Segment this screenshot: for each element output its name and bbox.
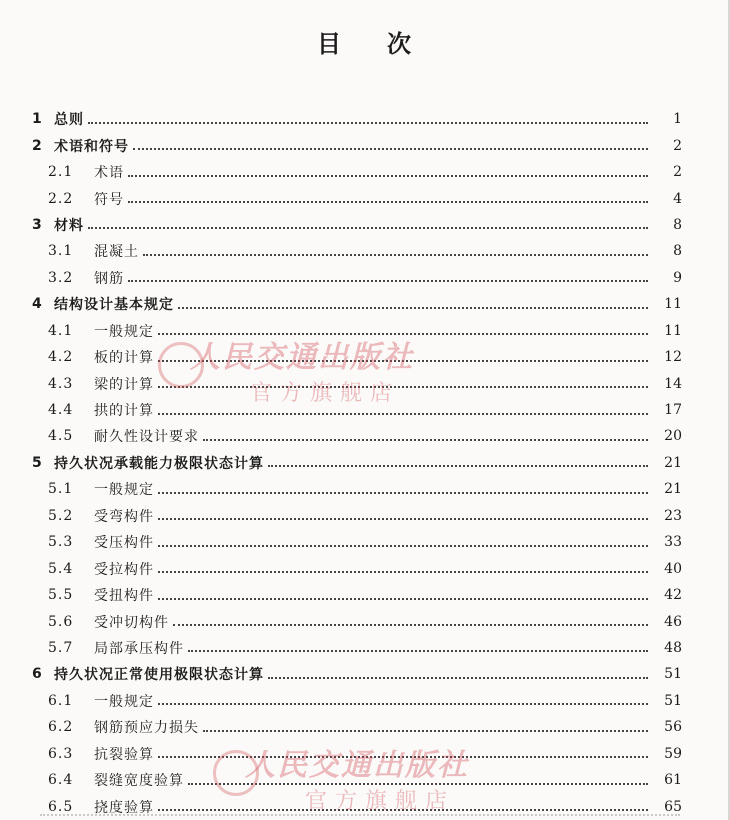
toc-entry-number: 2 [32,137,42,154]
dot-leader [158,544,648,547]
toc-entry-number: 4.2 [48,349,74,366]
dot-leader [158,702,648,705]
toc-entry-title: 一般规定 [94,323,154,340]
toc-entry-title: 受弯构件 [94,508,154,525]
toc-entry-title: 板的计算 [94,350,154,367]
table-of-contents [28,106,682,820]
toc-entry-number: 5.3 [48,534,74,551]
dot-leader [158,570,648,573]
toc-entry-number: 4.1 [48,322,74,339]
toc-entry-number: 5.5 [48,587,74,604]
dot-leader [128,279,648,282]
toc-entry-title: 持久状况正常使用极限状态计算 [54,667,264,684]
toc-entry-title: 钢筋预应力损失 [94,720,199,737]
toc-entry-number: 5 [32,454,42,471]
toc-section-row [28,476,682,502]
toc-section-row [28,370,682,396]
toc-entry-number: 5.1 [48,481,74,498]
toc-chapter-row [28,106,682,132]
toc-page-number: 8 [673,216,682,233]
dot-leader [133,147,648,150]
toc-page-number: 56 [664,719,682,736]
toc-page-number: 33 [664,534,682,551]
toc-entry-number: 3.2 [48,269,74,286]
toc-entry-number: 3.1 [48,243,74,260]
dot-leader [188,782,648,785]
toc-chapter-row [28,450,682,476]
toc-entry-number: 5.2 [48,507,74,524]
toc-section-row [28,555,682,581]
dot-leader [128,174,648,177]
toc-entry-title: 混凝土 [94,244,139,261]
toc-entry-number: 5.7 [48,639,74,656]
dot-leader [128,200,648,203]
dot-leader [158,385,648,388]
toc-entry-number: 5.4 [48,560,74,577]
toc-page-number: 17 [664,402,682,419]
toc-entry-title: 拱的计算 [94,403,154,420]
toc-section-row [28,688,682,714]
toc-entry-number: 6.2 [48,719,74,736]
toc-entry-title: 结构设计基本规定 [54,297,174,314]
toc-entry-title: 符号 [94,191,124,208]
toc-page-number: 40 [664,560,682,577]
toc-section-row [28,318,682,344]
toc-page-number: 61 [664,772,682,789]
dot-leader [188,649,648,652]
dot-leader [158,755,648,758]
watermark-store: 官方旗舰店 [305,789,456,814]
toc-page-number: 2 [673,137,682,154]
toc-entry-number: 6.1 [48,692,74,709]
toc-entry-title: 受冲切构件 [94,614,169,631]
toc-entry-title: 钢筋 [94,270,124,287]
toc-entry-title: 持久状况承载能力极限状态计算 [54,455,264,472]
toc-chapter-row [28,661,682,687]
toc-entry-title: 受压构件 [94,535,154,552]
toc-entry-number: 4.5 [48,428,74,445]
toc-page-number: 9 [673,269,682,286]
toc-section-row [28,741,682,767]
toc-entry-number: 6.5 [48,798,74,815]
toc-page-number: 1 [673,111,682,128]
toc-entry-title: 总则 [54,112,84,129]
toc-page-number: 2 [673,164,682,181]
toc-page-number: 8 [673,243,682,260]
dot-leader [158,597,648,600]
toc-entry-number: 3 [32,216,42,233]
toc-page-number: 51 [664,666,682,683]
dot-leader [178,306,648,309]
toc-section-row [28,397,682,423]
toc-entry-title: 挠度验算 [94,799,154,816]
toc-section-row [28,529,682,555]
toc-section-row [28,767,682,793]
dot-leader [268,676,648,679]
toc-entry-title: 梁的计算 [94,376,154,393]
toc-entry-number: 4 [32,296,42,313]
toc-section-row [28,582,682,608]
watermark-store: 官方旗舰店 [250,381,401,406]
toc-entry-title: 术语 [94,165,124,182]
toc-page-number: 11 [664,296,682,313]
toc-page-number: 14 [664,375,682,392]
toc-section-row [28,608,682,634]
title-char-1: 目 [317,30,343,58]
toc-entry-number: 4.3 [48,375,74,392]
toc-page-number: 21 [664,454,682,471]
page-title [0,24,730,59]
toc-chapter-row [28,291,682,317]
toc-entry-title: 局部承压构件 [94,640,184,657]
toc-section-row [28,238,682,264]
dot-leader [203,438,648,441]
dot-leader [158,332,648,335]
toc-chapter-row [28,132,682,158]
next-row-cutoff [40,814,680,820]
toc-entry-title: 材料 [54,217,84,234]
toc-section-row [28,503,682,529]
dot-leader [143,253,648,256]
toc-page-number: 65 [664,798,682,815]
dot-leader [158,808,648,811]
dot-leader [268,464,648,467]
toc-entry-number: 4.4 [48,402,74,419]
dot-leader [88,226,648,229]
toc-entry-number: 2.2 [48,190,74,207]
toc-page-number: 59 [664,745,682,762]
toc-section-row [28,265,682,291]
toc-page-number: 51 [664,692,682,709]
toc-entry-title: 术语和符号 [54,138,129,155]
dot-leader [158,412,648,415]
toc-page-number: 11 [664,322,682,339]
watermark-publisher: 人民交通出版社 [190,340,414,375]
toc-page-number: 4 [673,190,682,207]
dot-leader [173,623,648,626]
toc-section-row [28,423,682,449]
toc-section-row [28,344,682,370]
toc-chapter-row [28,212,682,238]
toc-page-number: 12 [664,349,682,366]
toc-page-number: 20 [664,428,682,445]
dot-leader [158,359,648,362]
toc-entry-title: 抗裂验算 [94,746,154,763]
watermark-publisher: 人民交通出版社 [245,748,469,783]
toc-section-row [28,185,682,211]
dot-leader [203,729,648,732]
toc-entry-title: 一般规定 [94,482,154,499]
toc-section-row [28,159,682,185]
title-char-2: 次 [387,30,413,58]
toc-page-number: 23 [664,507,682,524]
dot-leader [88,121,648,124]
toc-section-row [28,635,682,661]
toc-section-row [28,714,682,740]
toc-entry-title: 耐久性设计要求 [94,429,199,446]
toc-entry-number: 2.1 [48,164,74,181]
dot-leader [158,491,648,494]
toc-entry-number: 6.3 [48,745,74,762]
toc-entry-title: 受扭构件 [94,588,154,605]
toc-entry-title: 受拉构件 [94,561,154,578]
toc-entry-title: 一般规定 [94,693,154,710]
toc-page-number: 48 [664,639,682,656]
toc-page-number: 21 [664,481,682,498]
dot-leader [158,517,648,520]
toc-entry-number: 6 [32,666,42,683]
toc-page-number: 42 [664,587,682,604]
toc-entry-title: 裂缝宽度验算 [94,773,184,790]
toc-entry-number: 6.4 [48,772,74,789]
toc-entry-number: 5.6 [48,613,74,630]
toc-entry-number: 1 [32,111,42,128]
toc-page-number: 46 [664,613,682,630]
